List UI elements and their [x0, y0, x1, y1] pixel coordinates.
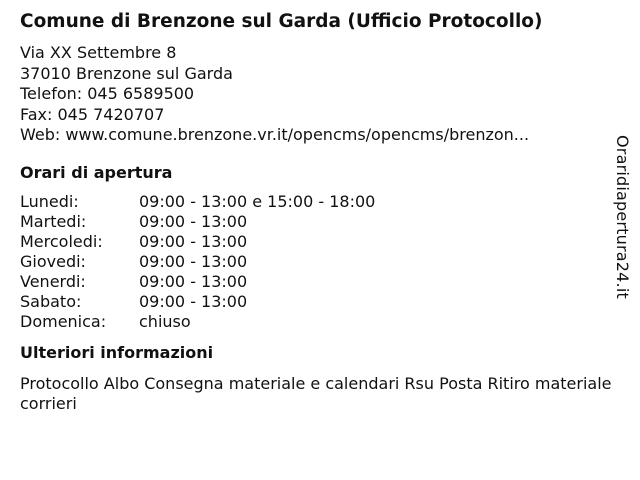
day-hours: 09:00 - 13:00 — [139, 231, 248, 251]
day-hours: 09:00 - 13:00 — [139, 251, 248, 271]
hours-row-sunday — [20, 312, 605, 332]
day-hours: 09:00 - 13:00 e 15:00 - 18:00 — [139, 191, 376, 211]
listing-card — [20, 10, 612, 414]
opening-hours-table — [20, 192, 605, 332]
more-info-text: Protocollo Albo Consegna materiale e calendari Rsu Posta Ritiro materiale corrieri — [20, 373, 612, 413]
day-label: Sabato: — [20, 291, 82, 311]
hours-row-friday — [20, 272, 605, 292]
hours-row-thursday — [20, 252, 605, 272]
page-title: Comune di Brenzone sul Garda (Ufficio Protocollo) — [20, 11, 543, 32]
website-url: Web: www.comune.brenzone.vr.it/opencms/opencms/brenzon... — [20, 125, 530, 144]
day-hours: 09:00 - 13:00 — [139, 271, 248, 291]
more-info-heading: Ulteriori informazioni — [20, 342, 214, 362]
hours-row-saturday — [20, 292, 605, 312]
day-label: Giovedi: — [20, 251, 86, 271]
city-address: 37010 Brenzone sul Garda — [20, 63, 233, 83]
hours-row-monday — [20, 192, 605, 212]
day-hours: 09:00 - 13:00 — [139, 211, 248, 231]
day-label: Lunedi: — [20, 191, 79, 211]
day-label: Mercoledi: — [20, 231, 103, 251]
opening-hours-heading: Orari di apertura — [20, 162, 173, 182]
day-label: Venerdi: — [20, 271, 86, 291]
address-block — [20, 43, 605, 146]
fax-number: Fax: 045 7420707 — [20, 104, 165, 124]
site-watermark: Oraridiapertura24.it — [613, 135, 632, 299]
day-hours: chiuso — [139, 311, 191, 331]
day-label: Martedi: — [20, 211, 87, 231]
hours-row-wednesday — [20, 232, 605, 252]
street-address: Via XX Settembre 8 — [20, 43, 177, 62]
hours-row-tuesday — [20, 212, 605, 232]
day-label: Domenica: — [20, 311, 107, 331]
phone-number: Telefon: 045 6589500 — [20, 84, 195, 103]
day-hours: 09:00 - 13:00 — [139, 291, 248, 311]
